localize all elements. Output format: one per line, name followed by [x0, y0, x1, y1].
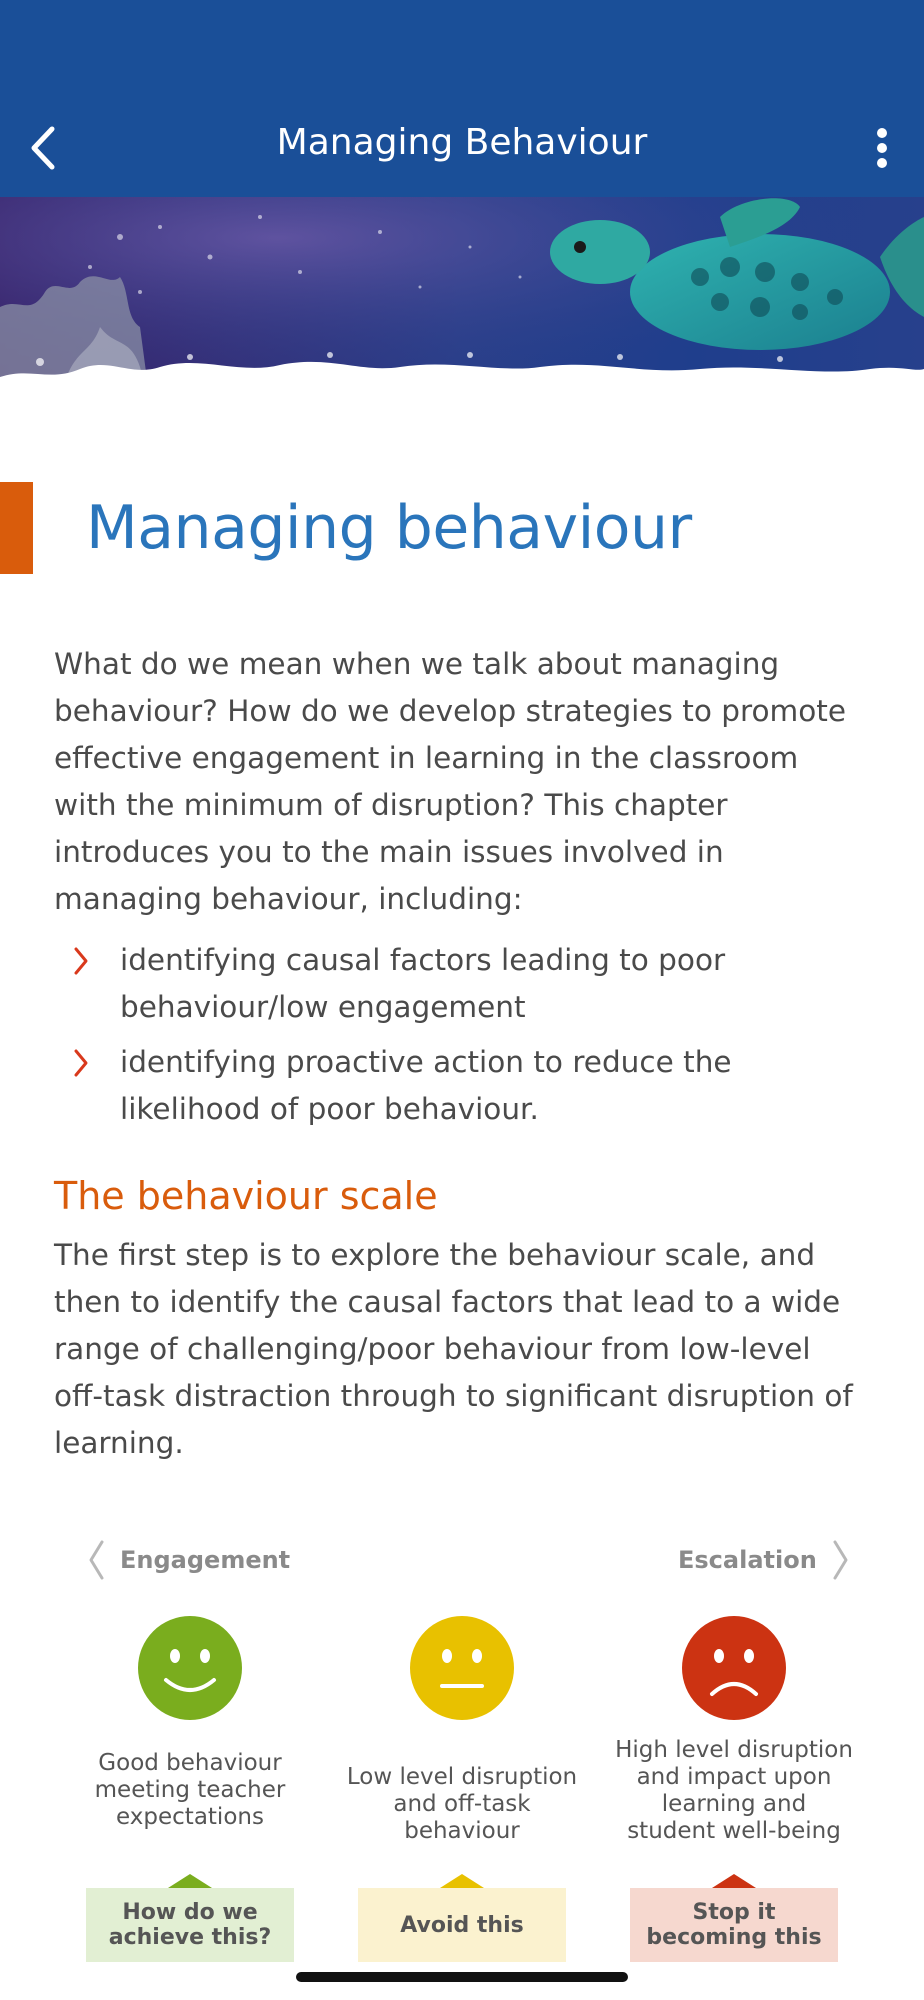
engagement-text: Engagement: [120, 1546, 291, 1574]
stop-line-1: Stop it: [692, 1900, 776, 1925]
top-app-bar: [0, 0, 924, 197]
level-2-desc-line-2: and off-task behaviour: [393, 1791, 531, 1844]
level-2-description: [332, 1764, 592, 1845]
chevron-left-icon: [86, 1539, 106, 1581]
sea-turtle-illustration: [0, 197, 924, 402]
bullet-1-line-2: behaviour/low engagement: [120, 990, 526, 1024]
level-1-description: [60, 1750, 320, 1831]
scale-engagement-label: [86, 1538, 290, 1582]
bullet-2-line-1: identifying proactive action to reduce the: [120, 1045, 732, 1079]
more-vertical-icon: [876, 127, 888, 169]
happy-face-icon: [138, 1616, 242, 1720]
sad-face-icon: [682, 1616, 786, 1720]
section-line-5: learning.: [54, 1426, 184, 1460]
intro-line-2: behaviour? How do we develop strategies to promote: [54, 694, 847, 728]
level-1-desc-line-1: Good behaviour: [98, 1750, 282, 1776]
level-3-desc-line-1: High level disruption: [615, 1737, 853, 1763]
bullet-2-line-2: likelihood of poor behaviour.: [120, 1092, 539, 1126]
section-line-1: The first step is to explore the behaviour scale, and: [54, 1238, 816, 1272]
level-2-pointer: [440, 1874, 484, 1888]
title-accent-bar: [0, 482, 33, 574]
more-options-button[interactable]: [862, 118, 902, 178]
section-heading: The behaviour scale: [54, 1174, 438, 1218]
article-title: Managing behaviour: [86, 493, 692, 563]
avoid-this-button[interactable]: [358, 1888, 566, 1962]
level-3-description: [604, 1737, 864, 1845]
level-3-desc-line-4: student well-being: [627, 1818, 841, 1844]
chevron-right-icon: [68, 941, 92, 981]
intro-line-1: What do we mean when we talk about managing: [54, 647, 780, 681]
page-header-title: Managing Behaviour: [276, 122, 648, 163]
achieve-line-2: achieve this?: [108, 1925, 272, 1950]
level-1-pointer: [168, 1874, 212, 1888]
level-1-desc-line-3: expectations: [116, 1804, 264, 1830]
header-banner-image: [0, 197, 924, 402]
neutral-face-icon: [410, 1616, 514, 1720]
bullet-1-line-1: identifying causal factors leading to poor: [120, 943, 726, 977]
scale-escalation-label: [678, 1538, 851, 1582]
intro-line-6: managing behaviour, including:: [54, 882, 523, 916]
home-indicator[interactable]: [296, 1972, 628, 1982]
escalation-text: Escalation: [678, 1546, 817, 1574]
chevron-right-icon: [68, 1043, 92, 1083]
intro-line-3: effective engagement in learning in the classroom: [54, 741, 799, 775]
level-1-desc-line-2: meeting teacher: [94, 1777, 286, 1803]
section-line-4: off-task distraction through to significant disruption of: [54, 1379, 853, 1413]
achieve-this-button[interactable]: [86, 1888, 294, 1962]
intro-line-5: introduces you to the main issues involved in: [54, 835, 724, 869]
level-3-desc-line-2: and impact upon: [636, 1764, 832, 1790]
chevron-right-icon: [831, 1539, 851, 1581]
stop-it-button[interactable]: [630, 1888, 838, 1962]
avoid-line-1: Avoid this: [400, 1912, 524, 1938]
intro-line-4: with the minimum of disruption? This chapter: [54, 788, 728, 822]
achieve-line-1: How do we: [122, 1900, 258, 1925]
stop-line-2: becoming this: [646, 1925, 822, 1950]
section-line-3: range of challenging/poor behaviour from low-level: [54, 1332, 811, 1366]
section-line-2: then to identify the causal factors that lead to a wide: [54, 1285, 841, 1319]
level-2-desc-line-1: Low level disruption: [346, 1764, 578, 1790]
level-3-pointer: [712, 1874, 756, 1888]
level-3-desc-line-3: learning and: [661, 1791, 807, 1817]
